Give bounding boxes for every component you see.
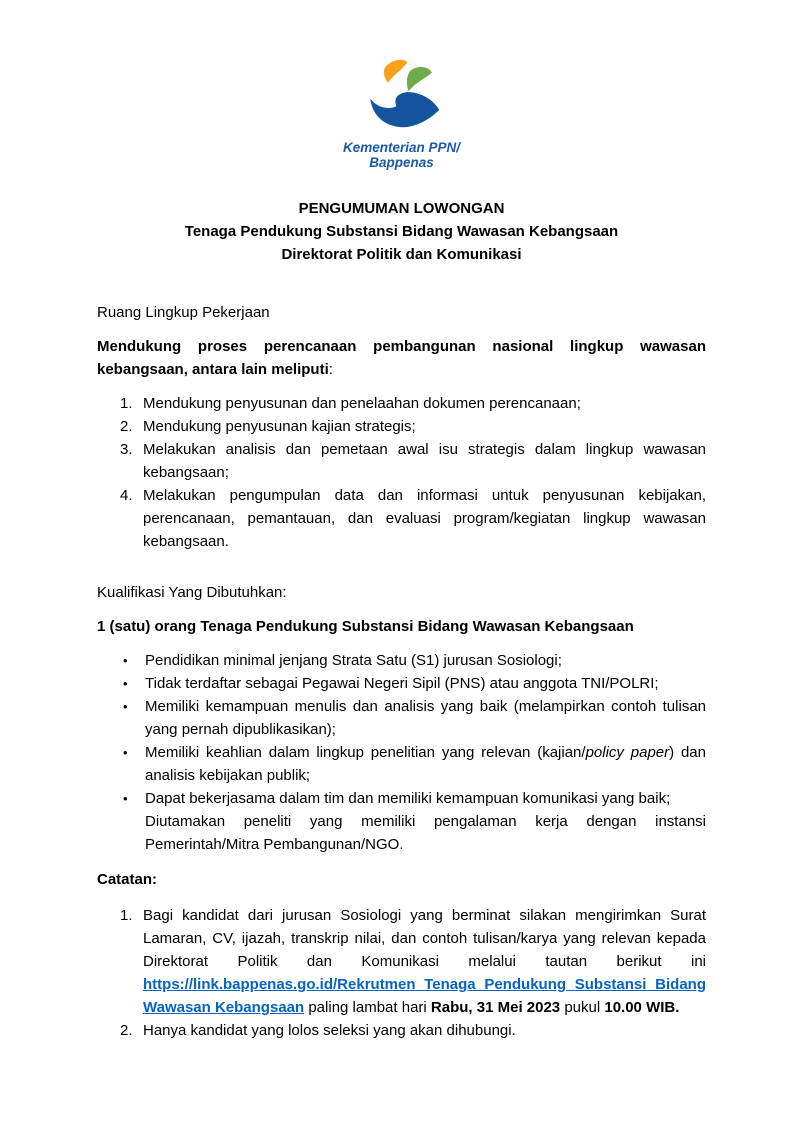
bullet-icon: • bbox=[123, 653, 128, 668]
list-item-number: 1. bbox=[120, 395, 133, 412]
list-item-text: Melakukan pengumpulan data dan informasi untuk penyusunan kebijakan, perencanaan, pemantauan, dan evaluasi program/kegiatan lingkup wawasan kebangsaan. bbox=[143, 487, 706, 550]
deadline-time: 10.00 WIB. bbox=[604, 999, 680, 1016]
bullet-item bbox=[97, 695, 706, 741]
list-item bbox=[97, 438, 706, 484]
bullet-icon: • bbox=[123, 791, 128, 806]
list-item-text: Melakukan analisis dan pemetaan awal isu strategis dalam lingkup wawasan kebangsaan; bbox=[143, 441, 706, 481]
scope-heading: Ruang Lingkup Pekerjaan bbox=[97, 304, 270, 321]
list-item-text: Mendukung penyusunan dan penelaahan dokumen perencanaan; bbox=[143, 395, 581, 412]
bullet-item-text: Memiliki kemampuan menulis dan analisis yang baik (melampirkan contoh tulisan yang pernah dipublikasikan); bbox=[145, 698, 706, 738]
bullet-item-text bbox=[145, 741, 706, 787]
position-statement: 1 (satu) orang Tenaga Pendukung Substansi Bidang Wawasan Kebangsaan bbox=[97, 618, 634, 635]
bullet-icon: • bbox=[123, 699, 128, 714]
notes-list bbox=[97, 904, 706, 1042]
logo-org-name bbox=[97, 140, 706, 170]
bullet-item bbox=[97, 649, 706, 672]
logo-org-line1: Kementerian PPN/ bbox=[342, 140, 461, 155]
bappenas-logo-icon bbox=[360, 58, 444, 132]
application-link[interactable]: https://link.bappenas.go.id/Rekrutmen Tenaga Pendukung Substansi Bidang Wawasan Kebangsaan bbox=[143, 976, 706, 1016]
bullet-item-text bbox=[145, 787, 706, 856]
bullet-item bbox=[97, 741, 706, 787]
title-line-position: Tenaga Pendukung Substansi Bidang Wawasan Kebangsaan bbox=[184, 223, 619, 240]
bullet-text-run: ) dan analisis kebijakan publik; bbox=[145, 744, 706, 784]
list-item bbox=[97, 392, 706, 415]
bullet-item bbox=[97, 787, 706, 856]
bullet-text-line2: Diutamakan peneliti yang memiliki pengalaman kerja dengan instansi Pemerintah/Mitra Pembangunan/NGO. bbox=[145, 813, 706, 853]
note-text-run: pukul bbox=[560, 999, 605, 1016]
list-item bbox=[97, 484, 706, 553]
note-item-text: Hanya kandidat yang lolos seleksi yang akan dihubungi. bbox=[143, 1022, 516, 1039]
list-item-number: 4. bbox=[120, 487, 133, 504]
title-line-announcement: PENGUMUMAN LOWONGAN bbox=[298, 200, 505, 217]
bullet-text-italic-run: policy paper bbox=[585, 744, 670, 761]
scope-list bbox=[97, 392, 706, 553]
qualification-heading: Kualifikasi Yang Dibutuhkan: bbox=[97, 584, 287, 601]
bullet-text-run: Memiliki keahlian dalam lingkup penelitian yang relevan (kajian/ bbox=[145, 744, 586, 761]
note-text-run: paling lambat hari bbox=[304, 999, 431, 1016]
note-item bbox=[97, 1019, 706, 1042]
qualification-bullet-list bbox=[97, 649, 706, 856]
list-item-number: 3. bbox=[120, 441, 133, 458]
note-item-text bbox=[143, 904, 706, 1019]
bullet-icon: • bbox=[123, 676, 128, 691]
deadline-date: Rabu, 31 Mei 2023 bbox=[430, 999, 561, 1016]
note-item bbox=[97, 904, 706, 1019]
notes-heading: Catatan: bbox=[97, 871, 158, 888]
scope-intro-colon: : bbox=[328, 361, 333, 378]
bullet-item-text: Tidak terdaftar sebagai Pegawai Negeri Sipil (PNS) atau anggota TNI/POLRI; bbox=[145, 675, 659, 692]
document-title bbox=[97, 197, 706, 266]
logo-block bbox=[97, 58, 706, 170]
scope-intro bbox=[97, 335, 706, 381]
bullet-item-text: Pendidikan minimal jenjang Strata Satu (S1) jurusan Sosiologi; bbox=[145, 652, 562, 669]
note-text-run: Bagi kandidat dari jurusan Sosiologi yang berminat silakan mengirimkan Surat Lamaran, CV, ijazah, transkrip nilai, dan contoh tulisan/karya yang relevan kepada Direktorat Politik dan Komunikasi melalui tautan berikut ini bbox=[143, 907, 706, 970]
title-line-directorate: Direktorat Politik dan Komunikasi bbox=[281, 246, 522, 263]
scope-intro-text: Mendukung proses perencanaan pembangunan nasional lingkup wawasan kebangsaan, antara lain meliputi bbox=[97, 338, 706, 378]
list-item-number: 2. bbox=[120, 418, 133, 435]
note-item-number: 2. bbox=[120, 1022, 133, 1039]
bullet-text-line1: Dapat bekerjasama dalam tim dan memiliki kemampuan komunikasi yang baik; bbox=[145, 790, 671, 807]
list-item-text: Mendukung penyusunan kajian strategis; bbox=[143, 418, 416, 435]
list-item bbox=[97, 415, 706, 438]
bullet-icon: • bbox=[123, 745, 128, 760]
note-item-number: 1. bbox=[120, 907, 133, 924]
logo-org-line2: Bappenas bbox=[369, 155, 434, 170]
bullet-item bbox=[97, 672, 706, 695]
